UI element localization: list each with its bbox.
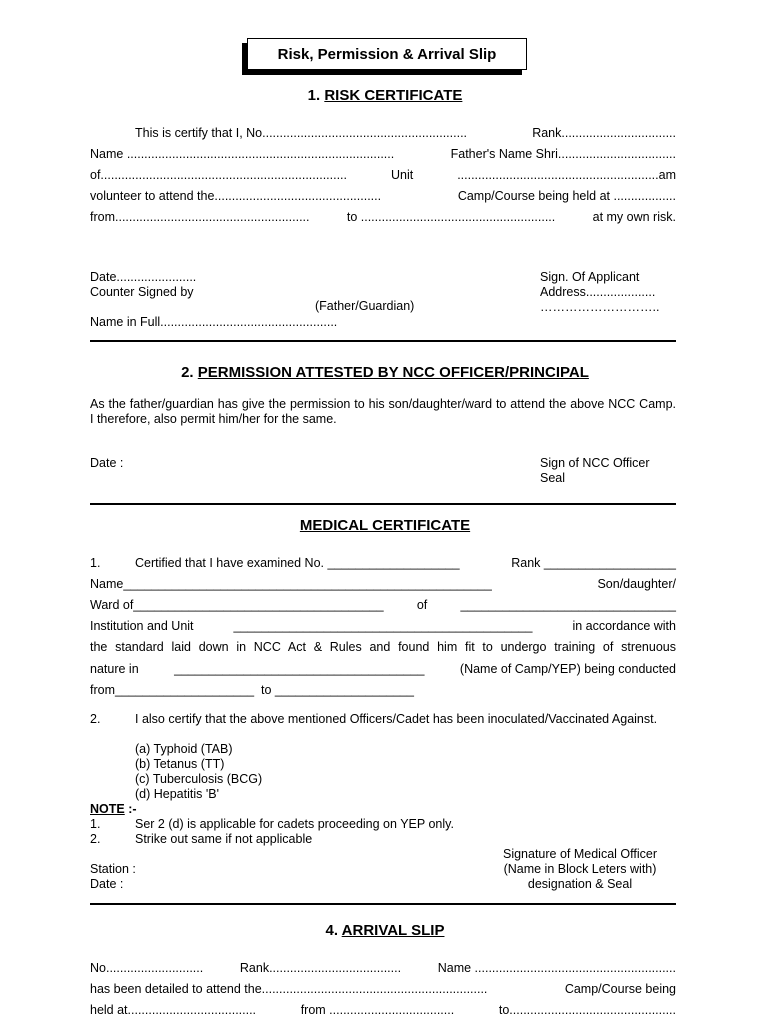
- risk-sign-applicant: Sign. Of Applicant: [540, 270, 640, 284]
- risk-line-3: of....................................................................... Unit ..........................................................am: [90, 168, 676, 182]
- arrival-line-2: has been detailed to attend the................................................................. Camp/Course being: [90, 982, 676, 996]
- medical-line-6: nature in ____________________________________ (Name of Camp/YEP) being conducted: [90, 662, 676, 676]
- divider: [90, 903, 676, 905]
- document-title: Risk, Permission & Arrival Slip: [247, 38, 527, 70]
- risk-address-dots: ………………………..: [540, 300, 660, 314]
- divider: [90, 503, 676, 505]
- medical-date: Date :: [90, 877, 124, 891]
- list-item: (a) Typhoid (TAB): [135, 742, 233, 756]
- medical-line-5: the standard laid down in NCC Act & Rules and found him fit to undergo training of strenuous: [90, 640, 676, 654]
- risk-line-5: from........................................................ to ........................................................ at my own risk.: [90, 210, 676, 224]
- arrival-line-3: held at..................................... from .................................... to................................................: [90, 1003, 676, 1017]
- risk-address: Address....................: [540, 285, 656, 299]
- risk-counter-signed: Counter Signed by: [90, 285, 194, 299]
- risk-heading: 1. RISK CERTIFICATE: [307, 87, 463, 104]
- note-label: NOTE :-: [90, 802, 137, 816]
- medical-line-2: Name_____________________________________________________ Son/daughter/: [90, 577, 676, 591]
- vaccine-list: [135, 742, 262, 802]
- arrival-heading: 4. ARRIVAL SLIP: [325, 922, 445, 939]
- risk-line-2: Name ............................................................................. Father's Name Shri..................................: [90, 147, 676, 161]
- note-text: Strike out same if not applicable: [135, 832, 313, 846]
- medical-line-7: from____________________ to ____________________: [90, 683, 414, 697]
- list-item: (d) Hepatitis 'B': [135, 787, 219, 801]
- risk-father-guardian: (Father/Guardian): [315, 299, 415, 313]
- note-number: 2.: [90, 832, 101, 846]
- medical-line-4: Institution and Unit ___________________________________________ in accordance with: [90, 619, 676, 633]
- permission-signature: Sign of NCC Officer Seal: [540, 456, 650, 485]
- medical-officer-signature: Signature of Medical Officer (Name in Block Leters with) designation & Seal: [502, 847, 657, 891]
- medical-item-number: 1.: [90, 556, 101, 570]
- risk-name-in-full: Name in Full...................................................: [90, 315, 338, 329]
- risk-line-4: volunteer to attend the................................................ Camp/Course being held at ..................: [90, 189, 676, 203]
- list-item: (c) Tuberculosis (BCG): [135, 772, 263, 786]
- risk-date: Date.......................: [90, 270, 197, 284]
- permission-heading: 2. PERMISSION ATTESTED BY NCC OFFICER/PRINCIPAL: [181, 364, 589, 381]
- medical-station: Station :: [90, 862, 136, 876]
- list-item: (b) Tetanus (TT): [135, 757, 225, 771]
- medical-item-number: 2.: [90, 712, 101, 726]
- arrival-line-1: No............................ Rank...................................... Name ..........................................................: [90, 961, 676, 975]
- note-text: Ser 2 (d) is applicable for cadets proceeding on YEP only.: [135, 817, 454, 831]
- note-number: 1.: [90, 817, 101, 831]
- divider: [90, 340, 676, 342]
- medical-heading: MEDICAL CERTIFICATE: [299, 517, 471, 534]
- permission-paragraph: As the father/guardian has give the permission to his son/daughter/ward to attend the above NCC Camp. I therefore, also permit him/her for the same.: [90, 397, 676, 426]
- medical-line-1: Certified that I have examined No. ___________________ Rank ___________________: [135, 556, 676, 570]
- medical-line-3: Ward of____________________________________ of _______________________________: [90, 598, 676, 612]
- medical-inoculation-paragraph: I also certify that the above mentioned Officers/Cadet has been inoculated/Vaccinated Against.: [135, 712, 658, 726]
- permission-date: Date :: [90, 456, 124, 470]
- risk-line-1: This is certify that I, No........................................................... Rank.................................: [135, 126, 676, 140]
